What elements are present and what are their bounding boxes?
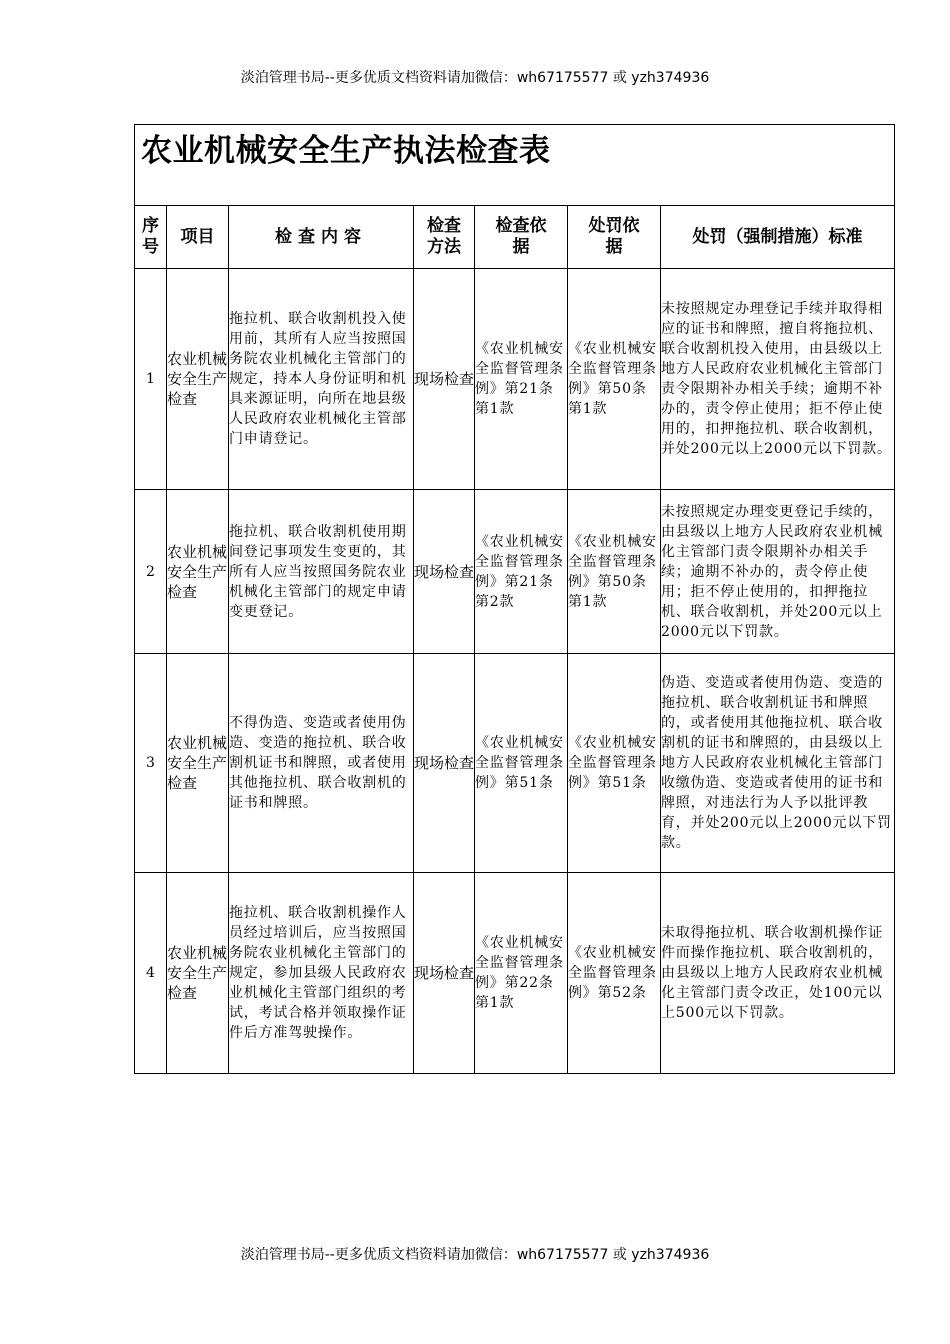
row-penalty-basis: 《农业机械安全监督管理条例》第50条第1款 xyxy=(568,269,661,490)
row-penalty-basis: 《农业机械安全监督管理条例》第50条第1款 xyxy=(568,490,661,654)
row-item: 农业机械安全生产检查 xyxy=(167,654,229,873)
row-no: 3 xyxy=(135,654,167,873)
row-method: 现场检查 xyxy=(414,654,475,873)
row-penalty-basis: 《农业机械安全监督管理条例》第52条 xyxy=(568,873,661,1074)
row-basis: 《农业机械安全监督管理条例》第21条第2款 xyxy=(475,490,568,654)
page-header: 淡泊管理书局--更多优质文档资料请加微信：wh67175577 或 yzh374936 xyxy=(240,70,710,86)
col-header-basis: 检查依据 xyxy=(475,206,568,269)
col-header-content: 检查内容 xyxy=(229,206,414,269)
row-penalty: 未取得拖拉机、联合收割机操作证件而操作拖拉机、联合收割机的，由县级以上地方人民政府农业机械化主管部门责令改正，处100元以上500元以下罚款。 xyxy=(661,873,895,1074)
row-content: 拖拉机、联合收割机使用期间登记事项发生变更的，其所有人应当按照国务院农业机械化主管部门的规定申请变更登记。 xyxy=(229,490,414,654)
row-content: 拖拉机、联合收割机操作人员经过培训后，应当按照国务院农业机械化主管部门的规定，参加县级人民政府农业机械化主管部门组织的考试，考试合格并领取操作证件后方准驾驶操作。 xyxy=(229,873,414,1074)
header-row xyxy=(135,206,895,269)
table-row xyxy=(135,490,895,654)
table-row xyxy=(135,269,895,490)
row-penalty: 未按照规定办理变更登记手续的，由县级以上地方人民政府农业机械化主管部门责令限期补办相关手续；逾期不补办的，责令停止使用；拒不停止使用的，扣押拖拉机、联合收割机，并处200元以上2000元以下罚款。 xyxy=(661,490,895,654)
row-method: 现场检查 xyxy=(414,269,475,490)
row-item: 农业机械安全生产检查 xyxy=(167,269,229,490)
col-header-method: 检查方法 xyxy=(414,206,475,269)
row-penalty-basis: 《农业机械安全监督管理条例》第51条 xyxy=(568,654,661,873)
row-content: 不得伪造、变造或者使用伪造、变造的拖拉机、联合收割机证书和牌照，或者使用其他拖拉机、联合收割机的证书和牌照。 xyxy=(229,654,414,873)
row-item: 农业机械安全生产检查 xyxy=(167,490,229,654)
col-header-penalty-basis: 处罚依据 xyxy=(568,206,661,269)
row-penalty: 未按照规定办理登记手续并取得相应的证书和牌照，擅自将拖拉机、联合收割机投入使用，由县级以上地方人民政府农业机械化主管部门责令限期补办相关手续；逾期不补办的，责令停止使用；拒不停止使用的，扣押拖拉机、联合收割机，并处200元以上2000元以下罚款。 xyxy=(661,269,895,490)
page-footer: 淡泊管理书局--更多优质文档资料请加微信：wh67175577 或 yzh374936 xyxy=(240,1247,710,1263)
row-no: 4 xyxy=(135,873,167,1074)
row-penalty: 伪造、变造或者使用伪造、变造的拖拉机、联合收割机证书和牌照的，或者使用其他拖拉机、联合收割机的证书和牌照的，由县级以上地方人民政府农业机械化主管部门收缴伪造、变造或者使用的证书和牌照，对违法行为人予以批评教育，并处200元以上2000元以下罚款。 xyxy=(661,654,895,873)
col-header-penalty: 处罚（强制措施）标准 xyxy=(661,206,895,269)
inspection-table xyxy=(134,124,895,1074)
row-basis: 《农业机械安全监督管理条例》第21条第1款 xyxy=(475,269,568,490)
row-basis: 《农业机械安全监督管理条例》第22条第1款 xyxy=(475,873,568,1074)
col-header-no: 序号 xyxy=(135,206,167,269)
row-method: 现场检查 xyxy=(414,490,475,654)
title-cell xyxy=(135,125,895,206)
col-header-item: 项目 xyxy=(167,206,229,269)
row-content: 拖拉机、联合收割机投入使用前，其所有人应当按照国务院农业机械化主管部门的规定，持本人身份证明和机具来源证明，向所在地县级人民政府农业机械化主管部门申请登记。 xyxy=(229,269,414,490)
row-basis: 《农业机械安全监督管理条例》第51条 xyxy=(475,654,568,873)
table-row xyxy=(135,873,895,1074)
row-item: 农业机械安全生产检查 xyxy=(167,873,229,1074)
table-row xyxy=(135,654,895,873)
row-method: 现场检查 xyxy=(414,873,475,1074)
row-no: 2 xyxy=(135,490,167,654)
table-title: 农业机械安全生产执法检查表 xyxy=(141,133,551,169)
row-no: 1 xyxy=(135,269,167,490)
